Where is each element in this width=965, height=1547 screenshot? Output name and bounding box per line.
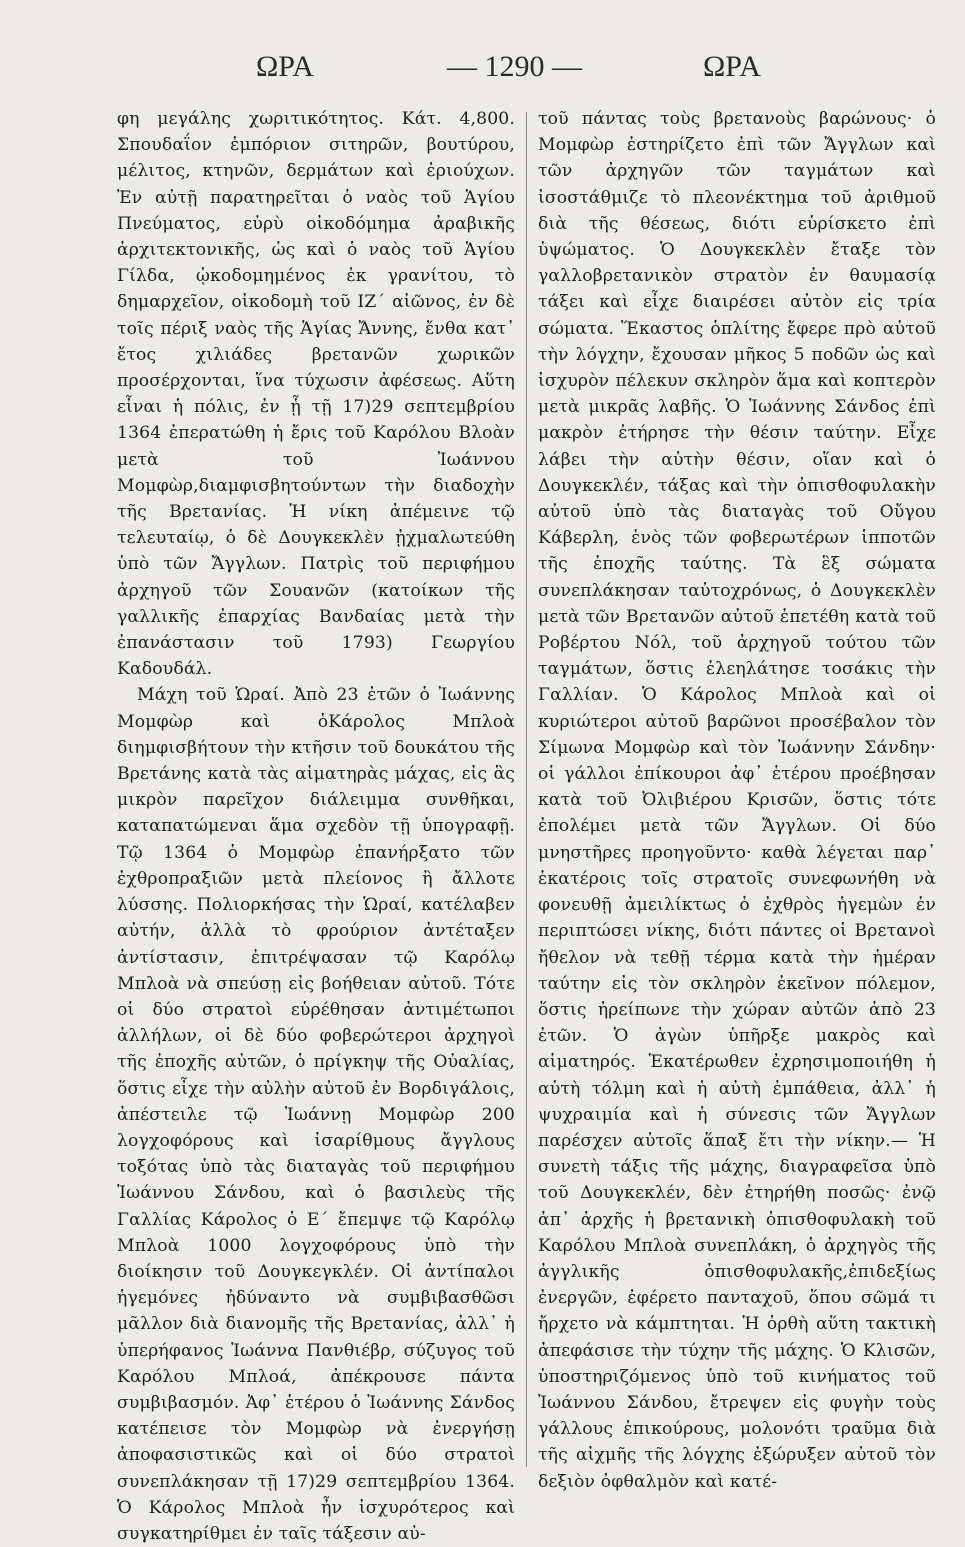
header-right-word: ΩΡΑ <box>703 50 761 83</box>
battle-continuation-paragraph: τοῦ πάντας τοὺς βρετανοὺς βαρώνους· ὁ Μομφὼρ ἐστηρίζετο ἐπὶ τῶν Ἄγγλων καὶ τῶν ἀρχηγῶν τῶν ταγμάτων καὶ ἰσοστάθμιζε τὸ πλεονέκτημα τοῦ ἀριθμοῦ διὰ τῆς θέσεως, διότι εὑρίσκετο ἐπὶ ὑψώματος. Ὁ Δουγκεκλὲν ἔταξε τὸν γαλλοβρετανικὸν στρατὸν ἐν θαυμασίᾳ τάξει καὶ εἶχε διαιρέσει αὐτὸν εἰς τρία σώματα. Ἕκαστος ὁπλίτης ἔφερε πρὸ αὐτοῦ τὴν λόγχην, ἔχουσαν μῆκος 5 ποδῶν ὡς καὶ ἰσχυρὸν πέλεκυν σκληρὸν ἅμα καὶ κοπτερὸν μετὰ μικρᾶς λαβῆς. Ὁ Ἰωάννης Σάνδος ἐπὶ μακρὸν ἐτήρησε τὴν θέσιν ταύτην. Εἶχε λάβει τὴν αὐτὴν θέσιν, οἵαν καὶ ὁ Δουγκεκλέν, τάξας καὶ τὴν ὀπισθοφυλακὴν αὐτοῦ ὑπὸ τὰς διαταγὰς τοῦ Οὔγου Κάβερλη, ἑνὸς τῶν φοβερωτέρων ἱπποτῶν τῆς ἐποχῆς ταύτης. Τὰ ἓξ σώματα συνεπλάκησαν ταὐτοχρόνως, ὁ Δουγκεκλὲν μετὰ τῶν Βρετανῶν αὐτοῦ ἐπετέθη κατὰ τοῦ Ροβέρτου Νόλ, τοῦ ἀρχηγοῦ τούτου τῶν ταγμάτων, ὅστις ἐλεηλάτησε τοσάκις τὴν Γαλλίαν. Ὁ Κάρολος Μπλοὰ καὶ οἱ κυριώτεροι αὐτοῦ βαρῶνοι προσέβαλον τὸν Σίμωνα Μομφὼρ καὶ τὸν Ἰωάννην Σάνδην· οἱ γάλλοι ἐπίκουροι ἀφ᾽ ἑτέρου προέβησαν κατὰ τοῦ Ὀλιβιέρου Κρισῶν, ὅστις τότε ἐπολέμει μετὰ τῶν Ἄγγλων. Οἱ δύο μνηστῆρες προηγοῦντο· καθὰ λέγεται παρ᾽ ἑκατέροις τοῖς στρατοῖς συνεφωνήθη νὰ φονευθῇ ἀμειλίκτως ὁ ἐχθρὸς ἡγεμὼν ἐν περιπτώσει νίκης, διότι πάντες οἱ Βρετανοὶ ἤθελον νὰ τεθῇ τέρμα κατὰ τὴν ἡμέραν ταύτην εἰς τὸν σκληρὸν ἐκεῖνον πόλεμον, ὅστις ἠρείπωνε τὴν χώραν αὐτῶν ἀπὸ 23 ἐτῶν. Ὁ ἀγὼν ὑπῆρξε μακρὸς καὶ αἱματηρός. Ἑκατέρωθεν ἐχρησιμοποιήθη ἡ αὐτὴ τόλμη καὶ ἡ αὐτὴ ἐμπάθεια, ἀλλ᾽ ἡ ψυχραιμία καὶ ἡ σύνεσις τῶν Ἄγγλων παρέσχεν αὐτοῖς ἅπαξ ἔτι τὴν νίκην.— Ἡ συνετὴ τάξις τῆς μάχης, διαγραφεῖσα ὑπὸ τοῦ Δουγκεκλέν, δὲν ἐτηρήθη ποσῶς· ἐνῷ ἀπ᾽ ἀρχῆς ἡ βρετανικὴ ὀπισθοφυλακὴ τοῦ Καρόλου Μπλοὰ συνεπλάκη, ὁ ἀρχηγὸς τῆς ἀγγλικῆς ὀπισθοφυλακῆς,ἐπιδεξίως ἐνεργῶν, ἐφέρετο πανταχοῦ, ὅπου σῶμά τι ἤρχετο νὰ κάμπτηται. Ἡ ὀρθὴ αὕτη τακτικὴ ἀπεφάσισε τὴν τύχην τῆς μάχης. Ὁ Κλισῶν, ὑποστηριζόμενος ὑπὸ τοῦ κινήματος τοῦ Ἰωάννου Σάνδου, ἔτρεψεν εἰς φυγὴν τοὺς γάλλους ἐπικούρους, μολονότι τραῦμα διὰ τῆς αἰχμῆς τῆς λόγχης ἐξώρυξεν αὐτοῦ τὸν δεξιὸν ὀφθαλμὸν καὶ κατέ- <box>538 109 936 1492</box>
column-divider <box>526 112 527 1467</box>
page-number: — 1290 — <box>447 50 582 83</box>
battle-paragraph: Μάχη τοῦ Ὡραί. Ἀπὸ 23 ἐτῶν ὁ Ἰωάννης Μομφὼρ καὶ ὁΚάρολος Μπλοὰ διημφισβήτουν τὴν κτῆσιν τοῦ δουκάτου τῆς Βρετάνης κατὰ τὰς αἱματηρὰς μάχας, εἰς ἃς μικρὸν παρεῖχον διάλειμμα συνθῆκαι, καταπατώμεναι ἅμα σχεδὸν τῇ ὑπογραφῇ. Τῷ 1364 ὁ Μομφὼρ ἐπανήρξατο τῶν ἐχθροπραξιῶν μετὰ πλείονος ἢ ἄλλοτε λύσσης. Πολιορκήσας τὴν Ὡραί, κατέλαβεν αὐτήν, ἀλλὰ τὸ φρούριον ἀντέταξεν ἀντίστασιν, ἐπιτρέψασαν τῷ Καρόλῳ Μπλοὰ νὰ σπεύσῃ εἰς βοήθειαν αὐτοῦ. Τότε οἱ δύο στρατοὶ εὑρέθησαν ἀντιμέτωποι ἀλλήλων, οἱ δὲ δύο φοβερώτεροι ἀρχηγοὶ τῆς ἐποχῆς αὐτῶν, ὁ πρίγκηψ τῆς Οὐαλίας, ὅστις εἶχε τὴν αὐλὴν αὐτοῦ ἐν Βορδιγάλοις, ἀπέστειλε τῷ Ἰωάννῃ Μομφὼρ 200 λογχοφόρους καὶ ἰσαρίθμους ἄγγλους τοξότας ὑπὸ τὰς διαταγὰς τοῦ περιφήμου Ἰωάννου Σάνδου, καὶ ὁ βασιλεὺς τῆς Γαλλίας Κάρολος ὁ Ε΄ ἔπεμψε τῷ Καρόλῳ Μπλοὰ 1000 λογχοφόρους ὑπὸ τὴν διοίκησιν τοῦ Δουγκεγκλέν. Οἱ ἀντίπαλοι ἡγεμόνες ἠδύναντο νὰ συμβιβασθῶσι μᾶλλον διὰ διανομῆς τῆς Βρετανίας, ἀλλ᾽ ἡ ὑπερήφανος Ἰωάννα Πανθιέβρ, σύζυγος τοῦ Καρόλου Μπλοά, ἀπέκρουσε πάντα συμβιβασμόν. Ἀφ᾽ ἑτέρου ὁ Ἰωάννης Σάνδος κατέπεισε τὸν Μομφὼρ νὰ ἐνεργήσῃ ἀποφασιστικῶς καὶ οἱ δύο στρατοὶ συνεπλάκησαν τῇ 17)29 σεπτεμβρίου 1364. Ὁ Κάρολος Μπλοὰ ἦν ἰσχυρότερος καὶ συγκατηρίθμει ἐν ταῖς τάξεσιν αὐ- <box>117 685 515 1544</box>
right-column <box>538 106 936 1492</box>
running-header <box>0 50 965 100</box>
entry-paragraph: φη μεγάλης χωριτικότητος. Κάτ. 4,800. Σπουδαΐον ἐμπόριον σιτηρῶν, βουτύρου, μέλιτος, κτηνῶν, δερμάτων καὶ ἐριούχων. Ἐν αὐτῇ παρατηρεῖται ὁ ναὸς τοῦ Ἁγίου Πνεύματος, εὐρὺ οἰκοδόμημα ἀραβικῆς ἀρχιτεκτονικῆς, ὡς καὶ ὁ ναὸς τοῦ Ἁγίου Γίλδα, ᾠκοδομημένος ἐκ γρανίτου, τὸ δημαρχεῖον, οἰκοδομὴ τοῦ ΙΖ΄ αἰῶνος, ἐν δὲ τοῖς πέριξ ναὸς τῆς Ἁγίας Ἄννης, ἔνθα κατ᾽ ἔτος χιλιάδες βρετανῶν χωρικῶν προσέρχονται, ἵνα τύχωσιν ἀφέσεως. Αὕτη εἶναι ἡ πόλις, ἐν ᾗ τῇ 17)29 σεπτεμβρίου 1364 ἐπερατώθη ἡ ἔρις τοῦ Καρόλου Βλοὰν μετὰ τοῦ Ἰωάννου Μομφὼρ,διαμφισβητούντων τὴν διαδοχὴν τῆς Βρετανίας. Ἡ νίκη ἀπέμεινε τῷ τελευταίῳ, ὁ δὲ Δουγκεκλὲν ᾐχμαλωτεύθη ὑπὸ τῶν Ἄγγλων. Πατρὶς τοῦ περιφήμου ἀρχηγοῦ τῶν Σουανῶν (κατοίκων τῆς γαλλικῆς ἐπαρχίας Βανδαίας μετὰ τὴν ἐπανάστασιν τοῦ 1793) Γεωργίου Καδουδάλ. <box>117 109 515 680</box>
left-column <box>117 106 515 1544</box>
header-left-word: ΩΡΑ <box>256 50 314 83</box>
